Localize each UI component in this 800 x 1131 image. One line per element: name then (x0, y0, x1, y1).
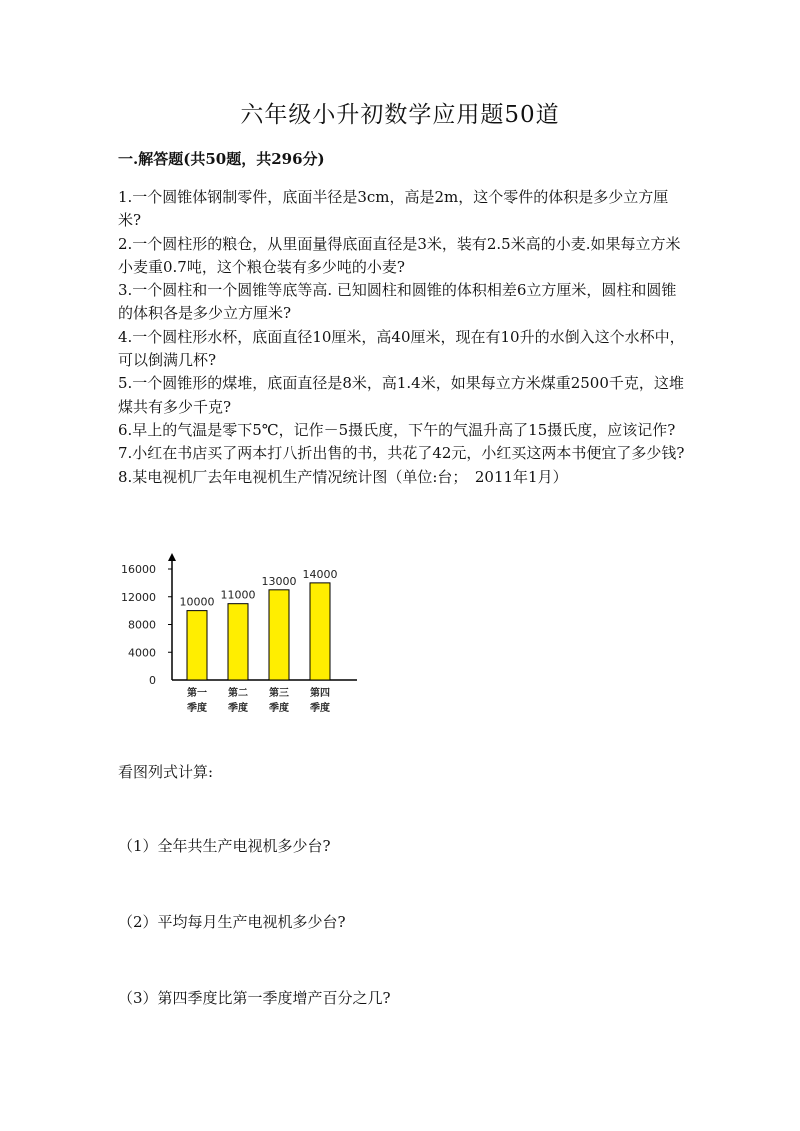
question-1: 1.一个圆锥体钢制零件，底面半径是3cm，高是2m，这个零件的体积是多少立方厘米? (118, 188, 669, 230)
y-tick-label: 8000 (128, 618, 156, 632)
y-tick-label: 4000 (128, 646, 156, 660)
question-list (118, 186, 688, 489)
question-5: 5.一个圆锥形的煤堆，底面直径是8米，高1.4米，如果每立方米煤重2500千克，这堆煤共有多少千克? (118, 374, 684, 416)
sub-question-3: （3）第四季度比第一季度增产百分之几? (118, 989, 391, 1007)
question-2: 2.一个圆柱形的粮仓，从里面量得底面直径是3米，装有2.5米高的小麦.如果每立方米小麦重0.7吨，这个粮仓装有多少吨的小麦? (118, 234, 681, 276)
y-tick-label: 16000 (121, 563, 156, 576)
sub-question-1: （1）全年共生产电视机多少台? (118, 837, 331, 855)
y-axis-arrow-icon (168, 553, 176, 561)
category-label: 第二 (228, 688, 248, 699)
bar-chart (112, 545, 372, 725)
question-4: 4.一个圆柱形水杯，底面直径10厘米，高40厘米，现在有10升的水倒入这个水杯中，可以倒满几杯? (118, 327, 685, 370)
question-6: 6.早上的气温是零下5℃，记作－5摄氏度，下午的气温升高了15摄氏度，应该记作? (118, 420, 676, 439)
category-label: 季度 (228, 703, 248, 714)
bar-value-label: 11000 (220, 588, 256, 602)
category-label: 第三 (269, 688, 289, 699)
bar-chart-svg (112, 545, 372, 725)
bar-value-label: 10000 (179, 595, 215, 609)
y-tick-label: 0 (149, 674, 156, 687)
calc-prompt: 看图列式计算: (118, 763, 214, 781)
question-7: 7.小红在书店买了两本打八折出售的书，共花了42元，小红买这两本书便宜了多少钱? (118, 444, 685, 463)
question-3: 3.一个圆柱和一个圆锥等底等高. 已知圆柱和圆锥的体积相差6立方厘米，圆柱和圆锥的体积各是多少立方厘米? (118, 281, 677, 323)
page-title: 六年级小升初数学应用题50道 (240, 102, 560, 128)
bar (310, 583, 330, 680)
category-label: 第四 (310, 688, 330, 699)
category-label: 季度 (269, 703, 289, 714)
bar (187, 611, 207, 680)
sub-question-2: （2）平均每月生产电视机多少台? (118, 913, 346, 931)
category-label: 第一 (187, 688, 207, 699)
bar-value-label: 13000 (261, 574, 297, 588)
category-label: 季度 (187, 703, 207, 714)
y-tick-label: 12000 (121, 590, 156, 604)
bar-value-label: 14000 (302, 567, 338, 581)
bar (228, 604, 248, 680)
category-label: 季度 (310, 703, 330, 714)
section-heading: 一.解答题(共50题，共296分) (118, 150, 325, 168)
bar (269, 590, 289, 680)
question-8: 8.某电视机厂去年电视机生产情况统计图（单位:台； 2011年1月） (118, 467, 568, 486)
